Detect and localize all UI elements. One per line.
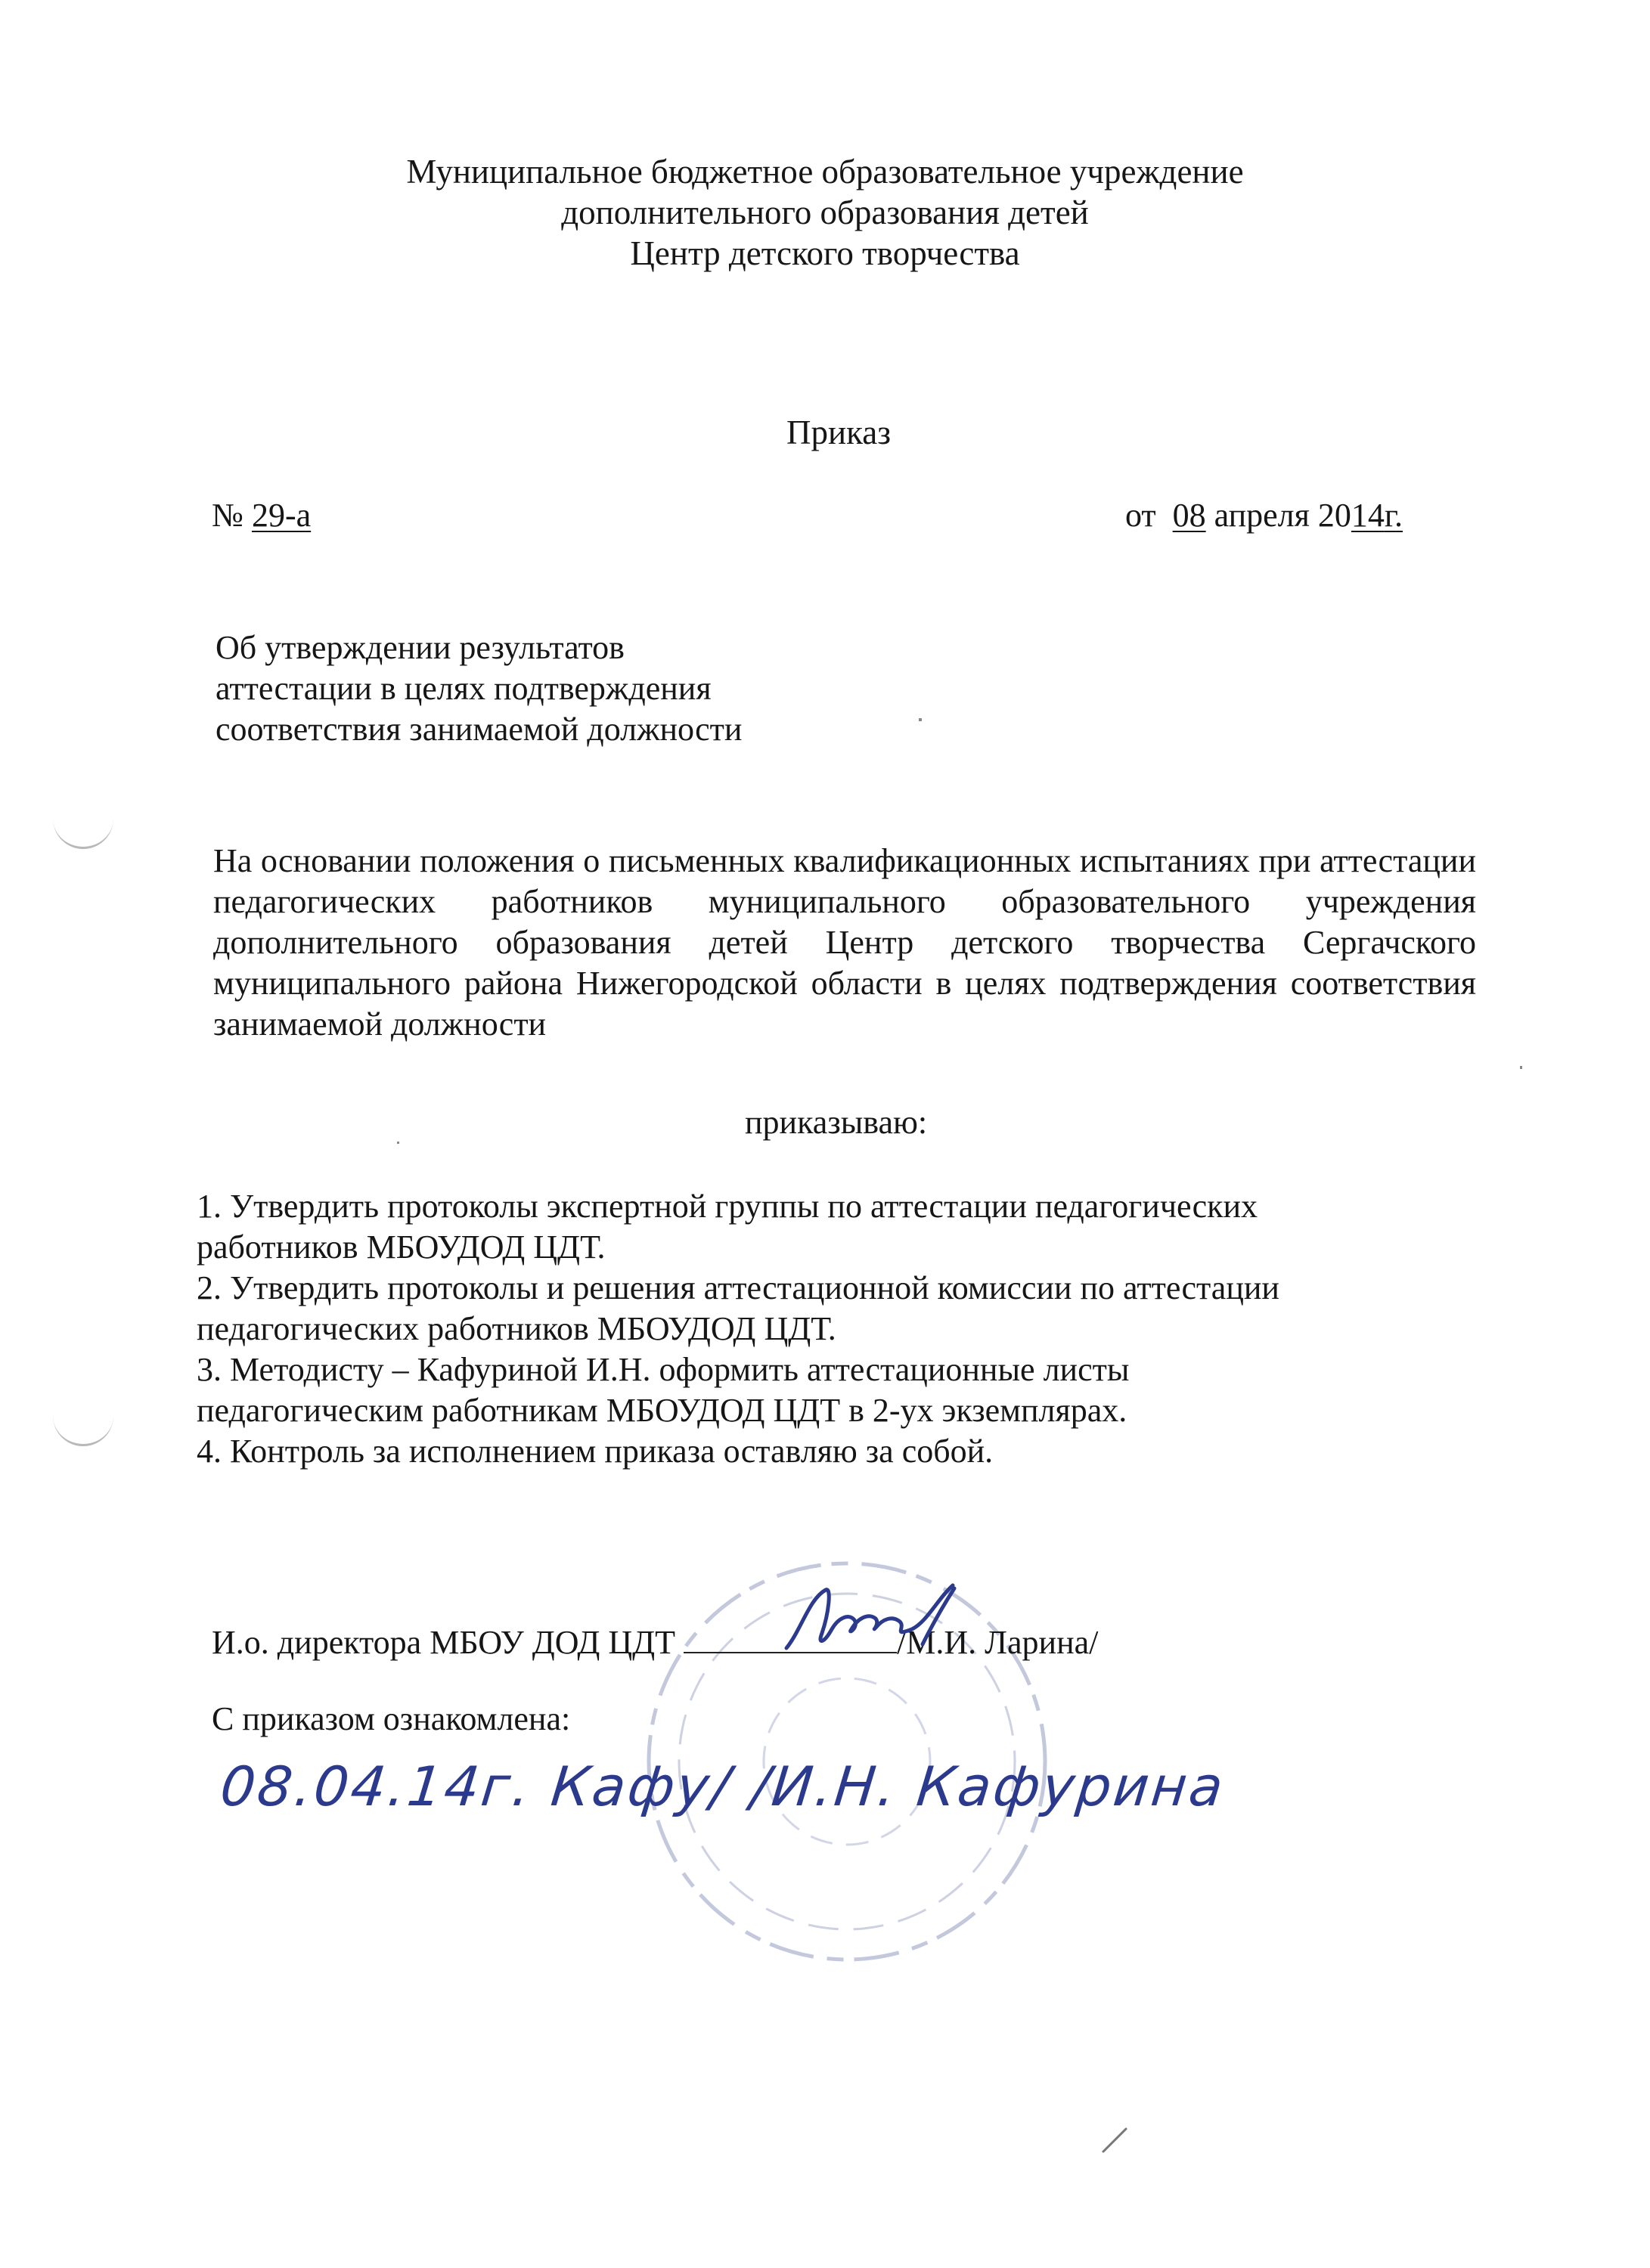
list-item-3-line-2: педагогическим работникам МБОУДОД ЦДТ в 2-ух экземплярах. — [197, 1392, 1127, 1429]
order-date-suffix: г. — [1384, 497, 1403, 534]
order-date-month: апреля — [1214, 497, 1310, 534]
punch-mark-top — [53, 816, 113, 849]
director-name: /М.И. Ларина/ — [897, 1624, 1099, 1661]
order-subject — [216, 627, 742, 750]
list-item-4-line-1: 4. Контроль за исполнением приказа оставляю за собой. — [197, 1433, 994, 1470]
acquainted-label: С приказом ознакомлена: — [212, 1700, 571, 1737]
order-number — [212, 495, 311, 536]
order-date-prefix: от — [1125, 497, 1156, 534]
basis-text: На основании положения о письменных квалификационных испытаниях при аттестации педагогических работников муниципального образовательного учреждения дополнительного образования детей Центр детского творчества Сергачского муниципального района Нижегородской области в целях подтверждения соответствия занимаемой должности — [213, 842, 1476, 1043]
order-items — [197, 1186, 1279, 1472]
order-date-day: 08 — [1172, 497, 1206, 534]
order-date-year-part2: 14 — [1351, 497, 1385, 534]
subject-line-1: Об утверждении результатов — [216, 629, 625, 666]
header-line-1: Муниципальное бюджетное образовательное учреждение — [406, 153, 1244, 191]
speck — [1520, 1066, 1522, 1069]
subject-line-3: соответствия занимаемой должности — [216, 711, 743, 748]
speck — [397, 1142, 399, 1144]
punch-mark-bottom — [53, 1414, 113, 1446]
header-line-2: дополнительного образования детей — [561, 194, 1089, 231]
header-line-3: Центр детского творчества — [630, 234, 1020, 272]
order-date — [1125, 495, 1403, 536]
list-item-1-line-1: 1. Утвердить протоколы экспертной группы по аттестации педагогических — [197, 1188, 1258, 1225]
order-date-year — [1318, 497, 1385, 534]
speck — [919, 718, 922, 721]
institution-header — [0, 151, 1650, 274]
list-item-1-line-2: работников МБОУДОД ЦДТ. — [197, 1228, 606, 1266]
order-date-year-part1: 20 — [1317, 497, 1351, 534]
document-title: Приказ — [786, 414, 892, 451]
subject-line-2: аттестации в целях подтверждения — [216, 670, 712, 707]
list-item-2-line-1: 2. Утвердить протоколы и решения аттестационной комиссии по аттестации — [197, 1269, 1279, 1306]
order-number-value: 29-а — [251, 497, 312, 534]
order-word: приказываю: — [745, 1104, 928, 1141]
list-item-2-line-2: педагогических работников МБОУДОД ЦДТ. — [197, 1310, 836, 1347]
list-item-3-line-1: 3. Методисту – Кафуриной И.Н. оформить аттестационные листы — [197, 1351, 1130, 1388]
pen-mark — [1100, 2124, 1130, 2155]
director-signature — [779, 1576, 975, 1659]
acquainted-handwriting: 08.04.14г. Кафу/ /И.Н. Кафурина — [217, 1755, 1229, 1818]
basis-paragraph — [213, 841, 1476, 1045]
director-position: И.о. директора МБОУ ДОД ЦДТ — [212, 1624, 676, 1661]
order-number-prefix: № — [212, 497, 243, 534]
